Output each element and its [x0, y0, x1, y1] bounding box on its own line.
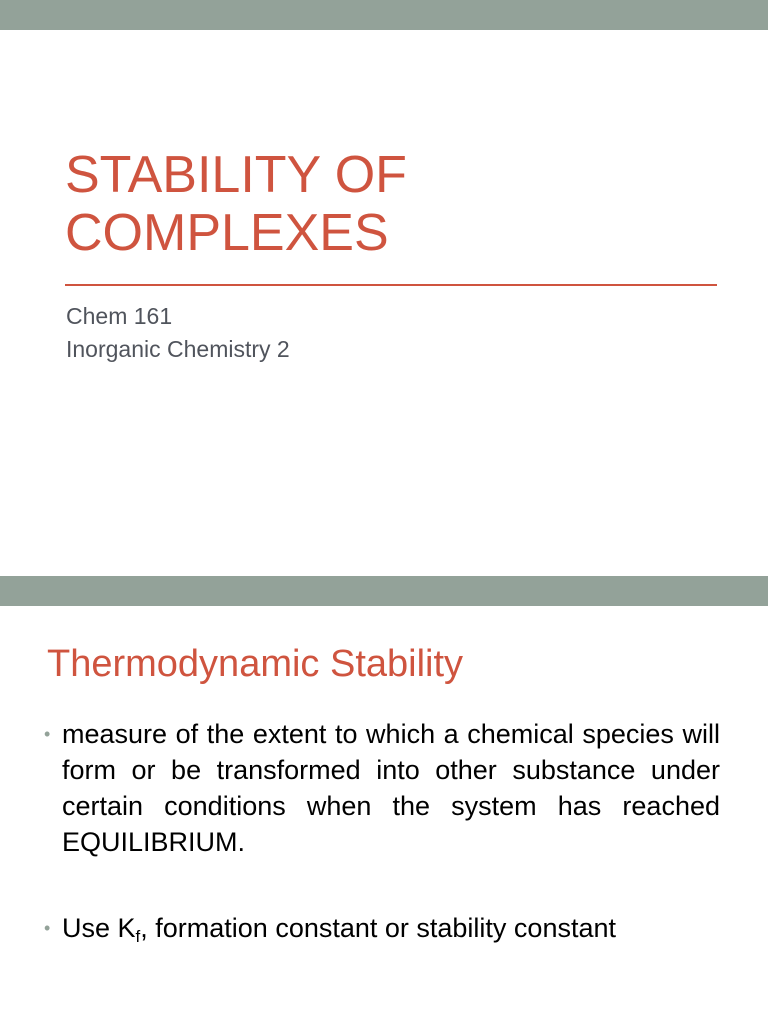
title-line-2: COMPLEXES — [65, 204, 389, 262]
bullet-marker: • — [44, 724, 51, 744]
bullet-definition-text: measure of the extent to which a chemical species will form or be transformed into other substance under certain conditions when the system has reached EQUILIBRIUM. — [62, 719, 720, 857]
slide-title-heading — [65, 146, 715, 262]
bullet-formation-constant-text — [62, 910, 720, 946]
bullet-definition — [42, 716, 722, 860]
slide-2-heading: Thermodynamic Stability — [47, 643, 464, 685]
bullet-2-subscript: f — [135, 927, 141, 946]
title-line-1: STABILITY OF — [65, 146, 407, 204]
title-divider — [65, 284, 717, 286]
slide-header-bar — [0, 0, 768, 30]
bullet-formation-constant — [42, 910, 722, 946]
subtitle-course-code: Chem 161 — [66, 303, 173, 329]
bullet-2-prefix: Use K — [62, 913, 136, 943]
slide-subtitle — [66, 300, 666, 366]
subtitle-course-name: Inorganic Chemistry 2 — [66, 336, 290, 362]
bullet-2-suffix: , formation constant or stability constant — [140, 913, 616, 943]
slide-header-bar — [0, 576, 768, 606]
bullet-marker: • — [44, 918, 51, 938]
